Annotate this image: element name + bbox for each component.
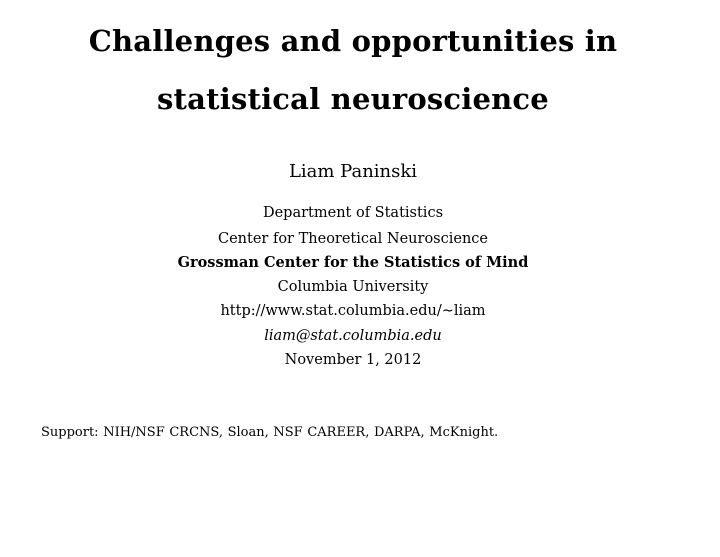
grossman-center: Grossman Center for the Statistics of Mind — [177, 254, 529, 271]
presentation-date: November 1, 2012 — [284, 352, 422, 368]
center-theoretical-neuroscience: Center for Theoretical Neuroscience — [218, 231, 488, 247]
email-address: liam@stat.columbia.edu — [264, 328, 442, 344]
support-acknowledgement: Support: NIH/NSF CRCNS, Sloan, NSF CAREER, DARPA, McKnight. — [41, 425, 499, 440]
author-name: Liam Paninski — [288, 161, 418, 182]
department: Department of Statistics — [262, 205, 444, 221]
homepage-url: http://www.stat.columbia.edu/∼liam — [220, 303, 486, 319]
title-line-2: statistical neuroscience — [157, 82, 549, 116]
university: Columbia University — [277, 279, 429, 295]
title-line-1: Challenges and opportunities in — [88, 24, 618, 58]
